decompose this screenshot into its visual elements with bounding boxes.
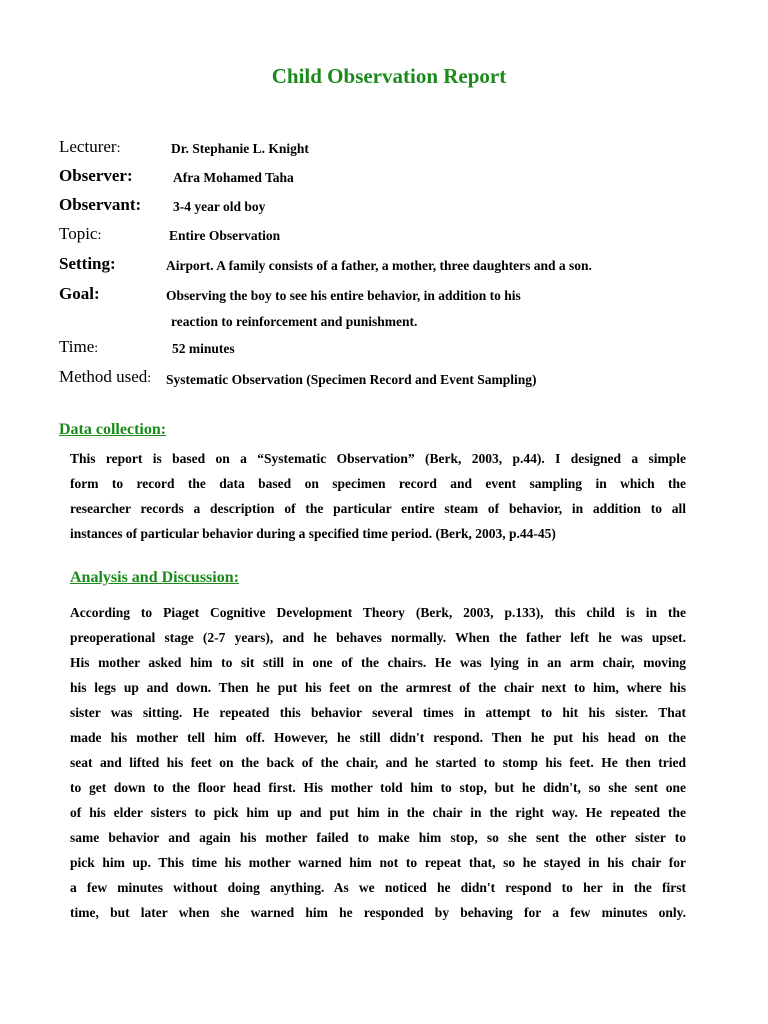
paragraph-line: sister was sitting. He repeated this behavior several times in attempt to hit his sister. That [70, 705, 686, 720]
time-label [59, 337, 98, 356]
paragraph-line: to get down to the floor head first. His mother told him to stop, but he didn't, so she sent one [70, 780, 686, 795]
paragraph-line: his legs up and down. Then he put his feet on the armrest of the chair next to him, where his [70, 680, 686, 695]
method-label-text: Method used [59, 367, 148, 386]
topic-label-text: Topic [59, 224, 98, 243]
topic-label [59, 224, 101, 243]
lecturer-label-suffix: : [116, 141, 121, 156]
time-label-suffix: : [94, 341, 99, 356]
field-observant [59, 195, 266, 216]
paragraph-line: a few minutes without doing anything. As we noticed he didn't respond to her in the first [70, 880, 686, 895]
paragraph-line: preoperational stage (2-7 years), and he behaves normally. When the father left he was upset. [70, 630, 686, 645]
time-value: 52 minutes [172, 341, 235, 356]
lecturer-label [59, 137, 120, 156]
setting-value: Airport. A family consists of a father, a mother, three daughters and a son. [166, 258, 592, 273]
lecturer-value: Dr. Stephanie L. Knight [171, 141, 309, 156]
observer-value: Afra Mohamed Taha [173, 170, 294, 185]
paragraph-line: researcher records a description of the particular entire steam of behavior, in addition to all [70, 501, 686, 516]
paragraph-line: seat and lifted his feet on the back of the chair, and he started to stomp his feet. He then tried [70, 755, 686, 770]
data-collection-paragraph [70, 446, 686, 546]
field-observer [59, 166, 294, 187]
goal-value-line2: reaction to reinforcement and punishment. [171, 314, 418, 329]
paragraph-line: time, but later when she warned him he responded by behaving for a few minutes only. [70, 905, 686, 920]
topic-value: Entire Observation [169, 228, 281, 243]
paragraph-line: According to Piaget Cognitive Development Theory (Berk, 2003, p.133), this child is in the [70, 605, 686, 620]
field-setting [59, 254, 592, 275]
goal-value-line1: Observing the boy to see his entire behavior, in addition to his [166, 288, 521, 303]
observant-value: 3-4 year old boy [173, 199, 266, 214]
observant-label: Observant: [59, 195, 142, 214]
paragraph-line: of his elder sisters to pick him up and put him in the chair in the right way. He repeated the [70, 805, 686, 820]
field-time [59, 337, 235, 359]
paragraph-line: instances of particular behavior during a specified time period. (Berk, 2003, p.44-45) [70, 526, 556, 541]
paragraph-line: pick him up. This time his mother warned him not to repeat that, so he stayed in his chair for [70, 855, 686, 870]
method-label [59, 367, 151, 386]
paragraph-line: form to record the data based on specimen record and event sampling in which the [70, 476, 686, 491]
topic-label-suffix: : [97, 228, 102, 243]
goal-label: Goal: [59, 284, 100, 303]
field-goal [59, 284, 521, 329]
field-topic [59, 224, 281, 246]
method-value: Systematic Observation (Specimen Record and Event Sampling) [166, 372, 537, 387]
observer-label: Observer: [59, 166, 133, 185]
paragraph-line: made his mother tell him off. However, he still didn't respond. Then he put his head on the [70, 730, 686, 745]
data-collection-heading: Data collection: [59, 421, 167, 438]
method-label-suffix: : [147, 371, 152, 386]
paragraph-line: same behavior and again his mother failed to make him stop, so she sent the other sister to [70, 830, 686, 845]
setting-label: Setting: [59, 254, 116, 273]
analysis-paragraph [70, 600, 686, 925]
paragraph-line: His mother asked him to sit still in one of the chairs. He was lying in an arm chair, moving [70, 655, 686, 670]
time-label-text: Time [59, 337, 95, 356]
paragraph-line: This report is based on a “Systematic Observation” (Berk, 2003, p.44). I designed a simple [70, 451, 686, 466]
report-title: Child Observation Report [271, 64, 507, 88]
lecturer-label-text: Lecturer [59, 137, 117, 156]
analysis-heading: Analysis and Discussion: [70, 569, 239, 586]
field-method [59, 367, 537, 389]
field-lecturer [59, 137, 309, 159]
